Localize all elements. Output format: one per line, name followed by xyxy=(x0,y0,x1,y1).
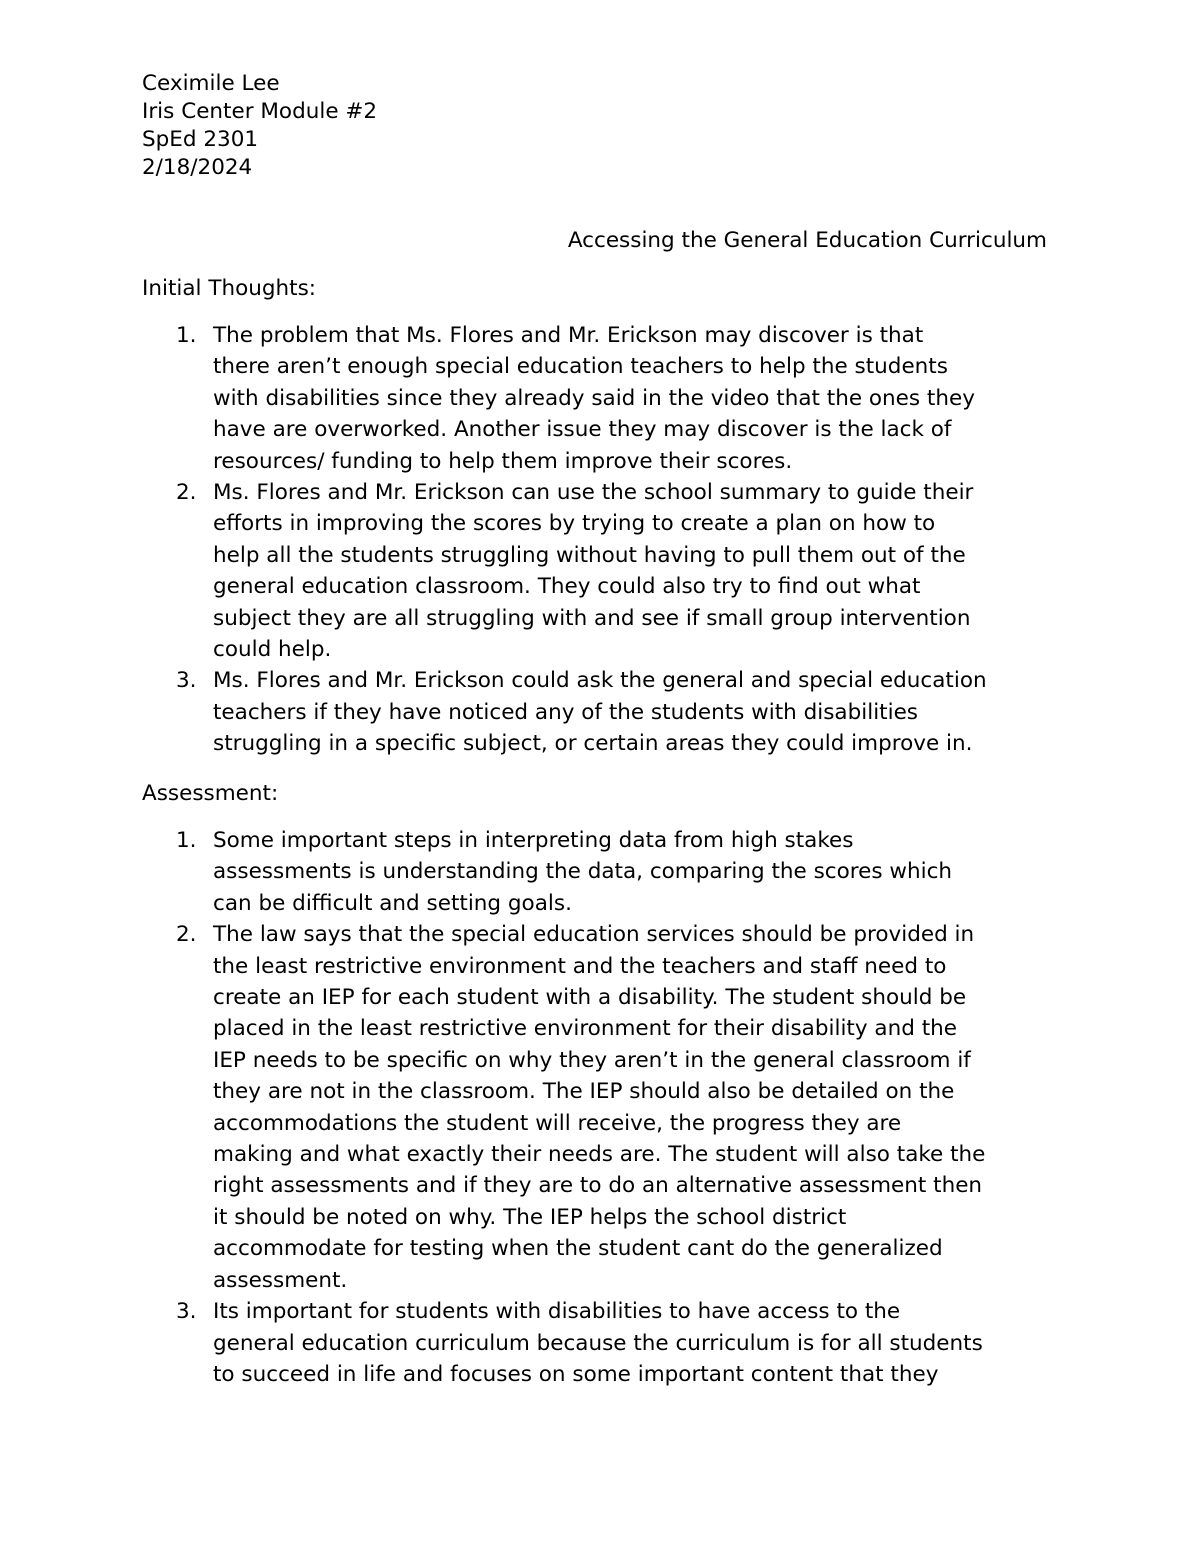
document-title: Accessing the General Education Curriculum xyxy=(567,228,1047,253)
list-line: it should be noted on why. The IEP helps the school district xyxy=(213,1204,847,1230)
initial-thoughts-list xyxy=(142,320,1082,760)
list-line: struggling in a specific subject, or certain areas they could improve in. xyxy=(213,731,973,757)
module-name: Iris Center Module #2 xyxy=(142,99,378,124)
list-line: right assessments and if they are to do an alternative assessment then xyxy=(213,1173,983,1199)
list-line: assessment. xyxy=(213,1267,348,1293)
list-line: efforts in improving the scores by trying to create a plan on how to xyxy=(213,511,936,537)
list-line: to succeed in life and focuses on some important content that they xyxy=(213,1361,939,1387)
list-line: IEP needs to be specific on why they aren’t in the general classroom if xyxy=(213,1047,971,1073)
document-header xyxy=(142,70,377,182)
list-item xyxy=(142,1296,1082,1390)
list-line: accommodate for testing when the student cant do the generalized xyxy=(213,1236,943,1262)
list-line: there aren’t enough special education teachers to help the students xyxy=(213,354,948,380)
list-item-number: 1. xyxy=(176,828,197,853)
list-item-number: 2. xyxy=(176,922,197,948)
list-line: the least restrictive environment and the teachers and staff need to xyxy=(213,953,947,979)
list-item xyxy=(142,825,1082,919)
list-line: assessments is understanding the data, comparing the scores which xyxy=(213,859,953,885)
list-item xyxy=(142,320,1082,477)
list-line: accommodations the student will receive, the progress they are xyxy=(213,1110,902,1136)
initial-thoughts-heading: Initial Thoughts: xyxy=(142,276,317,301)
list-line: have are overworked. Another issue they may discover is the lack of xyxy=(213,417,952,443)
list-item-number: 1. xyxy=(176,323,197,348)
document-date: 2/18/2024 xyxy=(142,155,253,180)
list-line: placed in the least restrictive environment for their disability and the xyxy=(213,1016,957,1042)
list-line: subject they are all struggling with and see if small group intervention xyxy=(213,605,971,631)
list-line: could help. xyxy=(213,637,332,663)
list-item xyxy=(142,477,1082,665)
list-line: making and what exactly their needs are. The student will also take the xyxy=(213,1142,986,1168)
list-item-number: 3. xyxy=(176,668,197,694)
author-name: Ceximile Lee xyxy=(142,71,280,96)
list-line: they are not in the classroom. The IEP should also be detailed on the xyxy=(213,1079,955,1105)
list-line: The problem that Ms. Flores and Mr. Erickson may discover is that xyxy=(213,323,924,348)
list-item xyxy=(142,919,1082,1296)
list-line: can be difficult and setting goals. xyxy=(213,890,572,916)
assessment-list xyxy=(142,825,1082,1390)
list-line: Some important steps in interpreting data from high stakes xyxy=(213,828,854,853)
list-item xyxy=(142,665,1082,759)
list-line: Ms. Flores and Mr. Erickson can use the school summary to guide their xyxy=(213,480,974,506)
list-line: resources/ funding to help them improve their scores. xyxy=(213,448,793,474)
list-line: create an IEP for each student with a disability. The student should be xyxy=(213,985,967,1011)
list-line: The law says that the special education services should be provided in xyxy=(213,922,975,948)
list-line: general education curriculum because the curriculum is for all students xyxy=(213,1330,983,1356)
list-line: help all the students struggling without having to pull them out of the xyxy=(213,542,966,568)
list-line: with disabilities since they already said in the video that the ones they xyxy=(213,385,975,411)
list-line: teachers if they have noticed any of the students with disabilities xyxy=(213,699,919,725)
list-item-number: 2. xyxy=(176,480,197,506)
list-line: general education classroom. They could also try to find out what xyxy=(213,574,921,600)
list-item-number: 3. xyxy=(176,1299,197,1325)
list-line: Its important for students with disabilities to have access to the xyxy=(213,1299,901,1325)
assessment-heading: Assessment: xyxy=(142,781,279,806)
list-line: Ms. Flores and Mr. Erickson could ask the general and special education xyxy=(213,668,987,694)
course-code: SpEd 2301 xyxy=(142,127,259,152)
